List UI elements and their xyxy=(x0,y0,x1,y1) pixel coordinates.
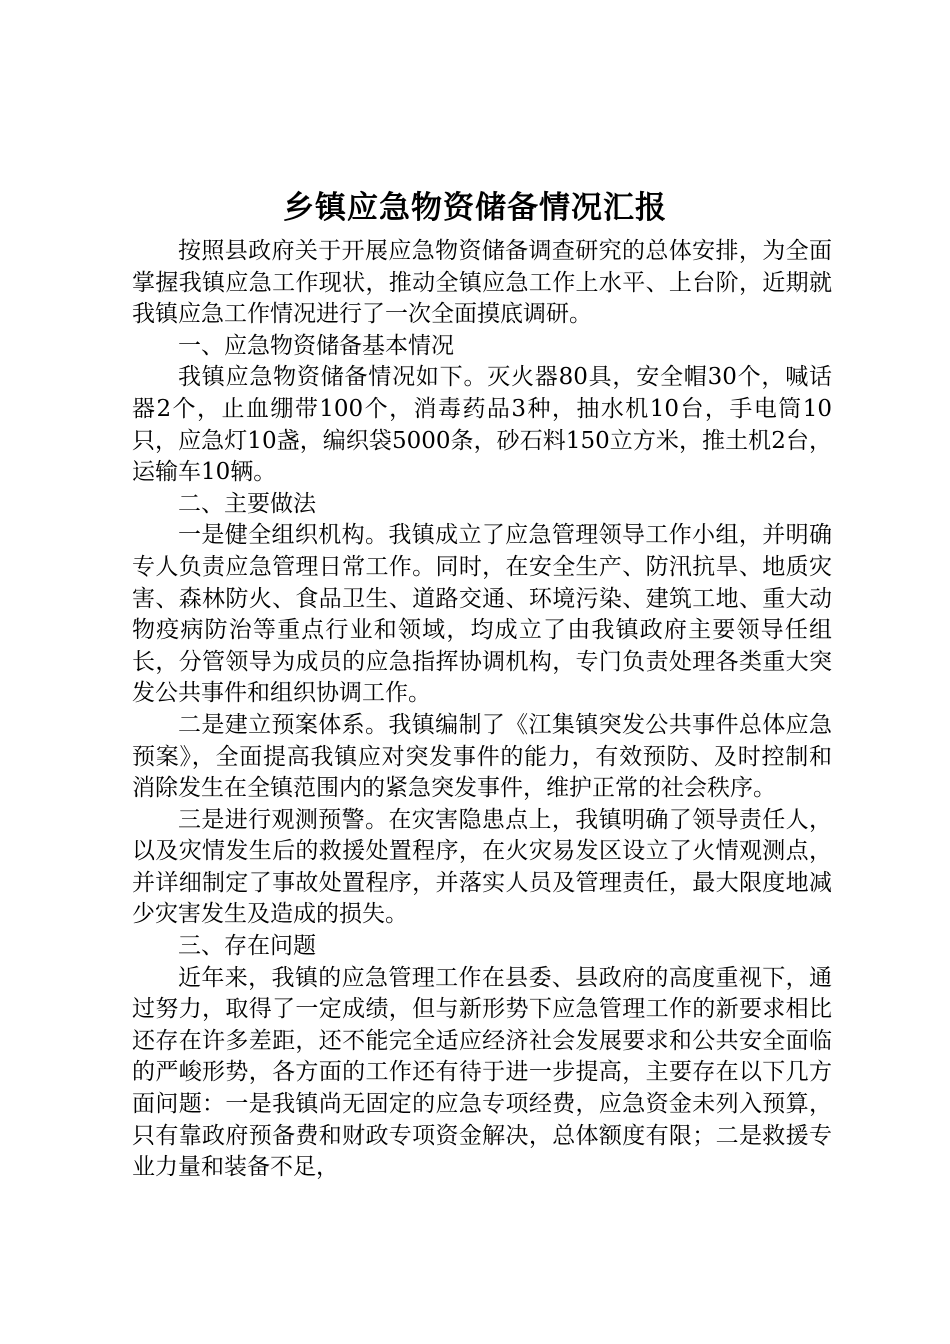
document-body xyxy=(132,236,832,1184)
paragraph-monitoring: 三是进行观测预警。在灾害隐患点上，我镇明确了领导责任人，以及灾情发生后的救援处置程序，在火灾易发区设立了火情观测点，并详细制定了事故处置程序，并落实人员及管理责任，最大限度地减少灾害发生及造成的损失。 xyxy=(132,806,832,928)
section-heading-1: 一、应急物资储备基本情况 xyxy=(178,332,454,359)
section-heading-2: 二、主要做法 xyxy=(178,490,316,517)
paragraph-problems: 近年来，我镇的应急管理工作在县委、县政府的高度重视下，通过努力，取得了一定成绩，但与新形势下应急管理工作的新要求相比还存在许多差距，还不能完全适应经济社会发展要求和公共安全面临的严峻形势，各方面的工作还有待于进一步提高，主要存在以下几方面问题：一是我镇尚无固定的应急专项经费，应急资金未列入预算，只有靠政府预备费和财政专项资金解决，总体额度有限；二是救援专业力量和装备不足， xyxy=(132,964,832,1181)
paragraph-supplies: 我镇应急物资储备情况如下。灭火器80具，安全帽30个，喊话器2个，止血绷带100个，消毒药品3种，抽水机10台，手电筒10只，应急灯10盏，编织袋5000条，砂石料150立方米，推土机2台，运输车10辆。 xyxy=(132,364,832,486)
section-heading-3: 三、存在问题 xyxy=(178,933,316,960)
paragraph-intro: 按照县政府关于开展应急物资储备调查研究的总体安排，为全面掌握我镇应急工作现状，推动全镇应急工作上水平、上台阶，近期就我镇应急工作情况进行了一次全面摸底调研。 xyxy=(132,238,832,328)
document-title: 乡镇应急物资储备情况汇报 xyxy=(283,190,667,226)
paragraph-plans: 二是建立预案体系。我镇编制了《江集镇突发公共事件总体应急预案》，全面提高我镇应对突发事件的能力，有效预防、及时控制和消除发生在全镇范围内的紧急突发事件，维护正常的社会秩序。 xyxy=(132,711,832,802)
paragraph-organization: 一是健全组织机构。我镇成立了应急管理领导工作小组，并明确专人负责应急管理日常工作。同时，在安全生产、防汛抗旱、地质灾害、森林防火、食品卫生、道路交通、环境污染、建筑工地、重大动物疫病防治等重点行业和领域，均成立了由我镇政府主要领导任组长，分管领导为成员的应急指挥协调机构，专门负责处理各类重大突发公共事件和组织协调工作。 xyxy=(132,522,832,707)
